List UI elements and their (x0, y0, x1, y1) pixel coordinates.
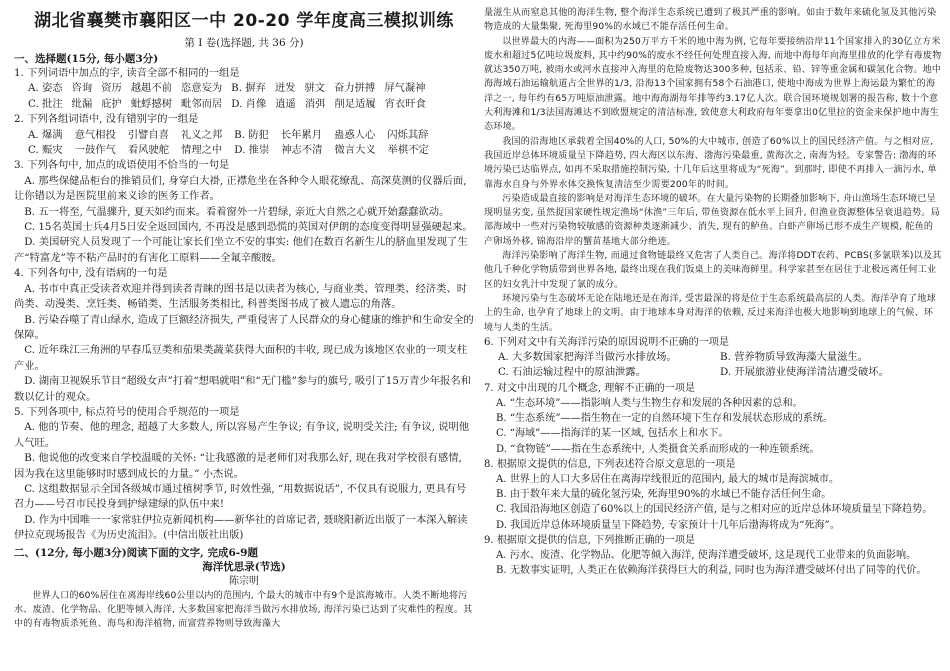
q1-word: C. 批注 (28, 97, 63, 110)
section-two-heading: 二、(12分, 每小题3分)阅读下面的文字, 完成6-9题 (14, 546, 258, 559)
q2-word: 举棋不定 (387, 144, 429, 157)
q1-word: 纰漏 (71, 97, 93, 110)
question-7-option-c: C. “海域”——指海洋的某一区域, 包括水上和水下。 (496, 428, 729, 440)
q2-word: 蛊惑人心 (334, 128, 376, 141)
question-6-options (484, 350, 942, 381)
q1-word: B. 摒弃 (231, 82, 266, 95)
q2-word: 微言大义 (334, 144, 376, 157)
passage-paragraph-6: 环境污染与生态破坏无论在陆地还是在海洋, 受害最深的将是位于生态系统最高层的人类。海洋孕育了地球上的生命, 也孕育了地球上的文明。由于地球本身对海洋的依赖, 反过来海洋也极大地影响到地球上的气候、环境与人类的生活。 (484, 293, 936, 333)
question-5-option-d: D. 作为中国唯一一家常驻伊拉克新闻机构——新华社的首席记者, 聂晓阳新近出版了一本深入解读伊拉克现场报告《为历史流泪》。(中信出版社出版) (14, 513, 468, 542)
question-7-option-a: A. “生态环境”——指影响人类与生物生存和发展的各种因素的总和。 (496, 398, 803, 410)
question-1-stem: 1. 下列词语中加点的字, 读音全部不相同的一组是 (14, 67, 240, 79)
q1-word: 毗邻而居 (181, 97, 223, 110)
question-8-option-c: C. 我国沿海地区创造了60%以上的国民经济产值, 是与之相对应的近岸总体环境质量呈下降趋势。 (496, 504, 933, 516)
question-7-option-b: B. “生态系统”——指生物在一定的自然环境下生存和发展状态形成的系统。 (496, 413, 834, 425)
q1-word: 越趄不前 (130, 82, 172, 95)
q2-word: 长年累月 (280, 128, 323, 141)
passage-paragraph-5: 海洋污染影响了海洋生物, 而通过食物链最终又危害了人类自己。海洋将DDT农药、PCBS(多氯联苯)以及其他几千种化学物质带到世界各地, 最终出现在我们饭桌上的美味海鲜里。科学家甚至在居住于北极远离任何工业区的妇女乳汁中发现了氯的成分。 (484, 251, 942, 290)
q1-word: 迸发 (274, 82, 296, 95)
q2-word: 礼义之邦 (180, 128, 223, 141)
question-4-stem: 4. 下列各句中, 没有语病的一句是 (14, 267, 168, 280)
q2-word: 情理之中 (181, 144, 223, 157)
question-9-option-a: A. 污水、废渣、化学物品、化肥等倾入海洋, 使海洋遭受破坏, 这是现代工业带来的负面影响。 (496, 550, 917, 562)
question-4-option-d: D. 湖南卫视娱乐节目“超级女声”打着“想唱就唱”和“无门槛”参与的旗号, 吸引了15万青少年报名和数以亿计的观众。 (14, 375, 471, 403)
passage-author: 陈宗明 (229, 575, 259, 587)
question-8-option-d: D. 我国近岸总体环境质量呈下降趋势, 专家预计十几年后渤海将成为“死海”。 (496, 519, 840, 531)
question-4-option-c: C. 近年珠江三角洲的早春瓜豆类和茄果类蔬菜获得大面积的丰收, 现已成为该地区农业的一项支柱产业。 (14, 344, 468, 372)
question-5-option-b: B. 他说他的改变来自学校温暖的关怀: “让我感激的是老师们对我那么好, 现在我对学校很有感情, 因为我在这里能够时时感到成长的力量。” 小杰说。 (14, 452, 462, 480)
q2-word: B. 防犯 (234, 128, 269, 141)
q2-word: C. 赈灾 (28, 144, 63, 157)
q1-word: 消弭 (304, 97, 326, 110)
question-2-stem: 2. 下列各组词语中, 没有错别字的一组是 (14, 113, 199, 126)
passage-paragraph-3: 我国的沿海地区承载着全国40%的人口, 50%的大中城市, 创造了60%以上的国民经济产值。与之相对应, 我国近岸总体环境质量呈下降趋势, 四大海区以东海、渤海污染最重, 黄海次之, 南海为轻。专家警告: 渤海的环境污染已达临界点, 如再不采取措施控制污染, 十几年后这里将成为“死海”。到那时, 即使不再排入一滴污水, 单靠海水自身与外界水体交换恢复清洁至少需要200年的时间。 (484, 136, 937, 190)
question-7-option-d: D. “食物链”——指在生态系统中, 人类摄食关系而形成的一种连锁系统。 (496, 443, 820, 455)
q1-word: 屏气凝神 (384, 82, 426, 95)
question-3-option-b: B. 五一将至, 气温骤升, 夏天如约而来。看着窗外一片碧绿, 亲近大自然之心就开始蠢蠢欲动。 (24, 205, 450, 218)
question-1-options-row-2 (14, 97, 474, 112)
passage-title: 海洋忧思录(节选) (202, 560, 286, 573)
q1-word: A. 姿态 (28, 82, 63, 95)
q1-word: 咨询 (71, 82, 93, 95)
q1-word: 削足适履 (334, 97, 376, 110)
q2-word: 神志不清 (281, 144, 323, 157)
q2-word: A. 爆满 (28, 128, 63, 141)
question-6-stem: 6. 下列对文中有关海洋污染的原因说明不正确的一项是 (484, 336, 729, 348)
q1-word: 资历 (101, 82, 122, 95)
question-8-stem: 8. 根据原文提供的信息, 下列表述符合原文意思的一项是 (484, 458, 736, 470)
q1-word: D. 肖像 (231, 97, 267, 110)
q1-word: 蚍蜉撼树 (130, 97, 173, 110)
q1-word: 骈文 (304, 82, 326, 95)
question-9-stem: 9. 根据原文提供的信息, 下列推断正确的一项是 (484, 534, 696, 546)
question-4-option-a: A. 书市中真正受读者欢迎并得到读者青睐的图书是以读者为核心, 与商业类、管理类、经济类、时尚类、动漫类、烹饪类、畅销类、生活服务类相比, 科普类图书成了被人遗忘的角落。 (14, 282, 467, 311)
question-3-option-a: A. 那些保健品柜台的推销员们, 身穿白大褂, 正襟危坐在各种令人眼花缭乱、高深莫测的仪器后面, 让你错以为是医院里前来义诊的医务工作者。 (14, 174, 467, 203)
question-8-option-a: A. 世界上的人口大多居住在离海岸线很近的范围内, 最大的城市是海滨城市。 (496, 474, 840, 486)
q1-word: 奋力拼搏 (334, 82, 376, 95)
passage-paragraph-4: 污染造成最直接的影响是对海洋生态环境的破坏。在大量污染物的长期叠加影响下, 舟山渔场生态环境已呈现明显劣变, 虽然捉国家硬性规定渔场“休渔”三年后, 带鱼资源在低水平上回升, 但渔业资源整体呈衰退趋势。局部海域中一些对污染物较敏感的资源种类逐渐减少、消失, 现有的鲈鱼、白虾产卵场已形不成生产规模, 舵鱼的产卵场外移, 锦海沿岸的蟹苗基地大部分绝迹。 (484, 193, 940, 247)
passage-paragraph-1-continued: 量滋生从而窒息其他的海洋生物, 整个海洋生态系统已遭到了极其严重的影响。如由于数年来硫化氢及其他污染物造成的大量集聚, 死海里90%的水域已不能存活任何生命。 (484, 8, 937, 33)
question-3-option-c: C. 15名英国士兵4月5日安全返回国内, 不再没是感到恐慌的英国对伊朗的态度变得明显强硬起来。 (24, 221, 473, 234)
question-5-option-c: C. 这组数据显示全国各级城市通过植树季节, 时效性强, “用数据说话”, 不仅具有说服力, 更具有号召力——号召市民投身到护绿建绿的队伍中来! (14, 482, 467, 511)
q2-word: 闪烁其辞 (387, 128, 429, 141)
q1-word: 恣意妄为 (180, 82, 223, 95)
q1-word: 宵衣旰食 (384, 97, 426, 110)
question-6-option-a: A. 大多数国家把海洋当做污水排放场。 (498, 351, 677, 364)
question-6-option-d: D. 开展旅游业使海洋清洁遭受破坏。 (720, 366, 889, 379)
passage-paragraph-2: 以世界最大的内海——面积为250万平方千米的地中海为例, 它每年要接纳沿岸11个国家排入的30亿立方米废水和超过5亿吨垃圾废料, 其中约90%的废水不经任何处理直接入海, 而地中海每年向海里排放的化学有毒废物就达350万吨, 被雨水或河水直接冲入海里的危险废物达300多种, 包括汞、铅、锌等重金属和碳氢化合物。地中海海域石油运输航道占全世界的1/3, 沿海13个国家拥有58个石油港口, 使地中海成为世界上海运最为繁忙的海洋之一, 每年约有65万吨原油泄露。地中海海湖每年排等约3.17亿人次。联合国环境规划署的报告称, 数十个意大利海滩和1/3法国海滩达不到欧盟规定的清洁标准, 致使意大利政府每年要拿出0亿里拉的资金来保护地中海生态环境。 (484, 36, 942, 133)
question-6-option-b: B. 营养物质导致海藻大量滋生。 (720, 351, 868, 364)
q2-word: 看风驶舵 (127, 144, 170, 157)
part-title: 第 Ⅰ 卷(选择题, 共 36 分) (184, 37, 304, 49)
q2-word: D. 推崇 (234, 144, 270, 157)
question-4-option-b: B. 污染吞噬了青山绿水, 造成了巨额经济损失, 严重侵害了人民群众的身心健康的维护和生命安全的保障。 (14, 313, 474, 341)
question-2-options-row-1 (14, 128, 474, 143)
question-9-option-b: B. 无数事实证明, 人类正在依赖海洋获得巨大的利益, 同时也为海洋遭受破坏付出了同等的代价。 (496, 565, 927, 577)
question-1-options-row-1 (14, 81, 474, 96)
question-7-stem: 7. 对文中出现的几个概念, 理解不正确的一项是 (484, 382, 696, 394)
question-3-stem: 3. 下列各句中, 加点的成语使用不恰当的一句是 (14, 159, 230, 172)
passage-paragraph-1: 世界人口的60%居住在离海岸线60公里以内的范围内, 个最大的城市中有9个是滨海城市。人类不断地将污水、废渣、化学物品、化肥等倾入海洋, 大多数国家把海洋当做污水排放场, 海洋污染已达到了灾难性的程度。其中的有毒物质杀死鱼、海鸟和海洋植物, 而富营养物则导致海藻大 (14, 590, 473, 630)
q1-word: 庇护 (101, 97, 122, 110)
q2-word: 引譬自喜 (127, 128, 169, 141)
q1-word: 逍遥 (275, 97, 296, 110)
left-column (14, 0, 474, 631)
q2-word: 意气相投 (74, 128, 116, 141)
question-3-option-d: D. 美国研究人员发现了一个可能让家长们坐立不安的事实: 他们在数百名新生儿的脐血里发现了生产“特富龙”等不粘产品时的有害化工原料——全氟辛酸胺。 (14, 236, 468, 264)
question-8-option-b: B. 由于数年来大量的硫化氢污染, 死海里90%的水域已不能存活任何生命。 (496, 489, 832, 501)
question-2-options-row-2 (14, 143, 474, 158)
right-column (484, 0, 942, 578)
page-title: 湖北省襄樊市襄阳区一中 20-20 学年度高三模拟训练 (34, 11, 454, 31)
question-5-stem: 5. 下列各项中, 标点符号的使用合乎规范的一项是 (14, 405, 240, 418)
question-6-option-c: C. 石油运输过程中的原油泄露。 (498, 366, 646, 379)
section-one-heading: 一、选择题(15分, 每小题3分) (14, 53, 159, 65)
q2-word: 一鼓作气 (74, 144, 116, 157)
question-5-option-a: A. 他的节奏、他的理念, 超越了大多数人, 所以容易产生争议; 有争议, 说明受关注; 有争议, 说明他人气旺。 (14, 421, 470, 449)
